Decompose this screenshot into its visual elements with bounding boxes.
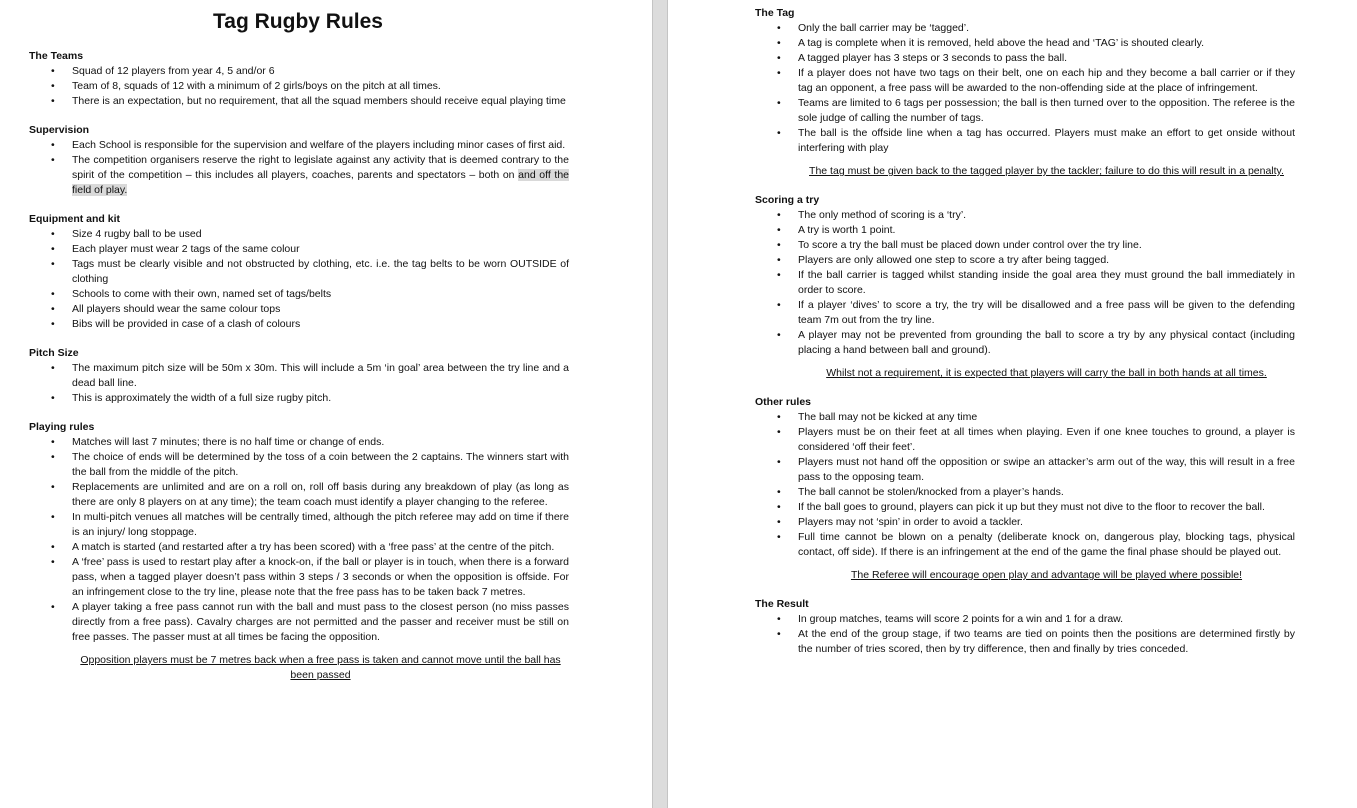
bullet-list	[29, 64, 569, 109]
bullet-list	[29, 435, 569, 645]
section-title: Other rules	[755, 396, 812, 408]
section-title: Scoring a try	[755, 194, 820, 206]
list-item: • The ball may not be kicked at any time	[755, 410, 1295, 425]
list-item: • If the ball carrier is tagged whilst standing inside the goal area they must ground the ball immediately in order to score.	[755, 268, 1295, 298]
list-item: • Players must not hand off the opposition or swipe an attacker’s arm out of the way, this will result in a free pass to the opposing team.	[755, 455, 1295, 485]
list-item: • A tagged player has 3 steps or 3 seconds to pass the ball.	[755, 51, 1295, 66]
list-item: • All players should wear the same colour tops	[29, 302, 569, 317]
underlined-note: The tag must be given back to the tagged player by the tackler; failure to do this will result in a penalty.	[809, 165, 1284, 177]
list-item: • A player taking a free pass cannot run with the ball and must pass to the closest person (no miss passes directly from a free pass). Cavalry charges are not permitted and the passer and receiver must be still on free passes. The passer must at all times be facing the opposition.	[29, 600, 569, 645]
list-item: • If a player ‘dives’ to score a try, the try will be disallowed and a free pass will be given to the defending team 7m out from the try line.	[755, 298, 1295, 328]
bullet-list	[29, 227, 569, 332]
underlined-note: Opposition players must be 7 metres back when a free pass is taken and cannot move until the ball has been passed	[80, 654, 561, 681]
section-title: Playing rules	[29, 421, 95, 433]
list-item: • A try is worth 1 point.	[755, 223, 1295, 238]
list-item: • Matches will last 7 minutes; there is no half time or change of ends.	[29, 435, 569, 450]
bullet-list	[755, 410, 1295, 560]
list-item: • Players are only allowed one step to score a try after being tagged.	[755, 253, 1295, 268]
list-item: • Players may not ‘spin’ in order to avoid a tackler.	[755, 515, 1295, 530]
list-item: • If a player does not have two tags on their belt, one on each hip and they become a ball carrier or if they tag an opponent, a free pass will be awarded to the non-offending side at the place of infringement.	[755, 66, 1295, 96]
bullet-list	[755, 612, 1295, 657]
list-item: • The maximum pitch size will be 50m x 30m. This will include a 5m ‘in goal’ area between the try line and a dead ball line.	[29, 361, 569, 391]
list-item: • Each player must wear 2 tags of the same colour	[29, 242, 569, 257]
section-title: Pitch Size	[29, 347, 79, 359]
list-item: • To score a try the ball must be placed down under control over the try line.	[755, 238, 1295, 253]
list-item: • Squad of 12 players from year 4, 5 and/or 6	[29, 64, 569, 79]
document-title: Tag Rugby Rules	[213, 10, 383, 33]
section-the-result	[755, 597, 1295, 657]
list-item: • A ‘free’ pass is used to restart play after a knock-on, if the ball or player is in touch, when there is a forward pass, when a tagged player doesn’t pass within 3 steps / 3 seconds or when the opposition is offside. For an infringement close to the try line, please note that the free pass has to be taken back 7 metres.	[29, 555, 569, 600]
right-column	[755, 6, 1295, 671]
section-supervision	[29, 123, 569, 198]
section-playing-rules	[29, 420, 569, 683]
list-item: • The choice of ends will be determined by the toss of a coin between the 2 captains. The winners start with the ball from the middle of the pitch.	[29, 450, 569, 480]
section-the-tag	[755, 6, 1295, 179]
list-item: • At the end of the group stage, if two teams are tied on points then the positions are determined firstly by the number of tries scored, then by try difference, then and finally by tries conceded.	[755, 627, 1295, 657]
list-item: • Size 4 rugby ball to be used	[29, 227, 569, 242]
section-teams	[29, 49, 569, 109]
page-gutter	[652, 0, 668, 808]
list-item: • Schools to come with their own, named set of tags/belts	[29, 287, 569, 302]
list-item: • Team of 8, squads of 12 with a minimum of 2 girls/boys on the pitch at all times.	[29, 79, 569, 94]
list-item	[29, 153, 569, 198]
highlighted-text: and off the field of play.	[72, 169, 570, 196]
list-item: • Replacements are unlimited and are on a roll on, roll off basis during any breakdown of play (as long as there are only 8 players on at any time); the team coach must identify a player changing to the referee.	[29, 480, 569, 510]
list-item: • Bibs will be provided in case of a clash of colours	[29, 317, 569, 332]
section-title: The Result	[755, 598, 809, 610]
document-page-left	[0, 0, 652, 808]
section-pitch-size	[29, 346, 569, 406]
bullet-list	[29, 361, 569, 406]
list-item: • If the ball goes to ground, players can pick it up but they must not dive to the floor to recover the ball.	[755, 500, 1295, 515]
list-item: • In multi-pitch venues all matches will be centrally timed, although the pitch referee may add on time if there is an injury/ long stoppage.	[29, 510, 569, 540]
document-page-right	[668, 0, 1357, 808]
list-item: • In group matches, teams will score 2 points for a win and 1 for a draw.	[755, 612, 1295, 627]
list-item: • Each School is responsible for the supervision and welfare of the players including minor cases of first aid.	[29, 138, 569, 153]
bullet-list	[29, 138, 569, 198]
section-title: Supervision	[29, 124, 90, 136]
underlined-note: The Referee will encourage open play and advantage will be played where possible!	[850, 569, 1243, 581]
list-item: • Tags must be clearly visible and not obstructed by clothing, etc. i.e. the tag belts to be worn OUTSIDE of clothing	[29, 257, 569, 287]
list-item: • The ball is the offside line when a tag has occurred. Players must make an effort to get onside without interfering with play	[755, 126, 1295, 156]
list-item: • Only the ball carrier may be ‘tagged’.	[755, 21, 1295, 36]
bullet-list	[755, 21, 1295, 156]
section-title: The Teams	[29, 50, 84, 62]
list-item: • There is an expectation, but no requirement, that all the squad members should receive equal playing time	[29, 94, 569, 109]
bullet-list	[755, 208, 1295, 358]
list-item: • A match is started (and restarted after a try has been scored) with a ‘free pass’ at the centre of the pitch.	[29, 540, 569, 555]
left-column	[29, 49, 569, 697]
list-item: • A tag is complete when it is removed, held above the head and ‘TAG’ is shouted clearly.	[755, 36, 1295, 51]
underlined-note: Whilst not a requirement, it is expected that players will carry the ball in both hands at all times.	[826, 367, 1267, 379]
section-scoring-a-try	[755, 193, 1295, 381]
list-item: • This is approximately the width of a full size rugby pitch.	[29, 391, 569, 406]
list-item: • The ball cannot be stolen/knocked from a player’s hands.	[755, 485, 1295, 500]
list-item: • Full time cannot be blown on a penalty (deliberate knock on, dangerous play, blocking tags, physical contact, off side). If there is an infringement at the end of the game the final phase should be played out.	[755, 530, 1295, 560]
section-other-rules	[755, 395, 1295, 583]
list-item: • Players must be on their feet at all times when playing. Even if one knee touches to ground, a player is considered ‘off their feet’.	[755, 425, 1295, 455]
section-equipment	[29, 212, 569, 332]
list-item-text: The competition organisers reserve the right to legislate against any activity that is deemed contrary to the spirit of the competition – this includes all players, coaches, parents and spectators – both on	[72, 154, 569, 181]
list-item: • Teams are limited to 6 tags per possession; the ball is then turned over to the opposition. The referee is the sole judge of calling the number of tags.	[755, 96, 1295, 126]
section-title: The Tag	[755, 7, 795, 19]
list-item: • A player may not be prevented from grounding the ball to score a try by any physical contact (including placing a hand between ball and ground).	[755, 328, 1295, 358]
list-item: • The only method of scoring is a ‘try’.	[755, 208, 1295, 223]
section-title: Equipment and kit	[29, 213, 121, 225]
